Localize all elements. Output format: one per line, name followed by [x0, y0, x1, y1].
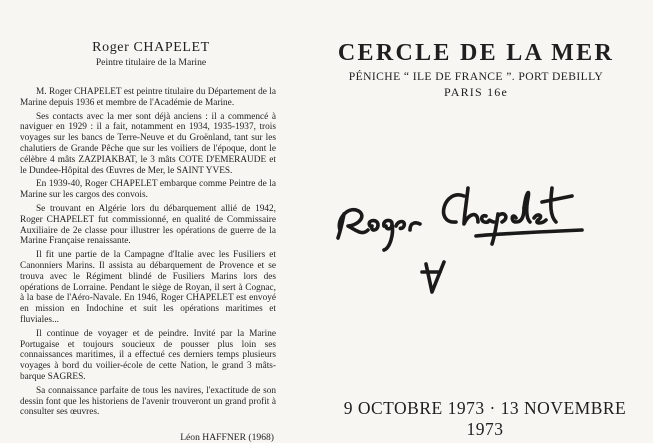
biography-column: [20, 40, 276, 443]
biography-text: [20, 87, 276, 418]
author-name: Roger CHAPELET: [92, 40, 210, 55]
biography-paragraph: Il fit une partie de la Campagne d'Italie avec les Fusiliers et Canonniers Marins. Il assista au débarquement de Provence et se trouva avec le Régiment blindé de Fusiliers Marins lors des opérations de Lorraine. Pendant le siège de Royan, il sert à Cognac, à la base de l'Aéro-Navale. En 1946, Roger CHAPELET est envoyé en mission en Indochine et suit les opérations maritimes et fluviales...: [20, 250, 276, 325]
biography-paragraph: En 1939-40, Roger CHAPELET embarque comme Peintre de la Marine sur les cargos des convois.: [20, 179, 276, 201]
event-header: [316, 40, 636, 100]
event-title: CERCLE DE LA MER: [337, 40, 615, 66]
event-venue: PÉNICHE “ ILE DE FRANCE ”. PORT DEBILLY: [348, 70, 604, 83]
biography-paragraph: Sa connaissance parfaite de tous les navires, l'exactitude de son dessin font que les historiens de l'avenir trouveront un grand profit à consulter ses œuvres.: [20, 385, 276, 418]
signoff: Léon HAFFNER (1968): [180, 432, 274, 443]
biography-paragraph: Ses contacts avec la mer sont déjà anciens : il a commencé à naviguer en 1929 : il a fait, notamment en 1934, 1935-1937, trois voyages sur les bancs de Terre-Neuve et du Groënland, tant sur les chalutiers de Grande Pêche que sur les voiliers de l'époque, dont le célèbre 4 mâts ZAZPIAKBAT, le 3 mâts COTE D'EMERAUDE et le Dundee-Hôpital des Œuvres de Mer, le SAINT YVES.: [20, 111, 276, 176]
biography-paragraph: Il continue de voyager et de peindre. Invité par la Marine Portugaise et toujours soucieux de pousser plus loin ses connaissances maritimes, il a effectué ces derniers temps plusieurs voyages à bord du voilier-école de cette Nation, le grand 3 mâts-barque SAGRES.: [20, 328, 276, 382]
handwritten-signature: [326, 178, 638, 298]
biography-paragraph: M. Roger CHAPELET est peintre titulaire du Département de la Marine depuis 1936 et membre de l'Académie de Marine.: [20, 87, 276, 108]
event-city: PARIS 16e: [443, 85, 509, 99]
author-role: Peintre titulaire de la Marine: [95, 57, 207, 68]
event-dates: 9 OCTOBRE 1973 · 13 NOVEMBRE 1973: [343, 398, 627, 439]
biography-paragraph: Se trouvant en Algérie lors du débarquement allié de 1942, Roger CHAPELET fut commissionné, en qualité de Commissaire Auxiliaire de 2e classe pour illustrer les opérations de guerre de la Marine Française renaissante.: [20, 203, 276, 247]
